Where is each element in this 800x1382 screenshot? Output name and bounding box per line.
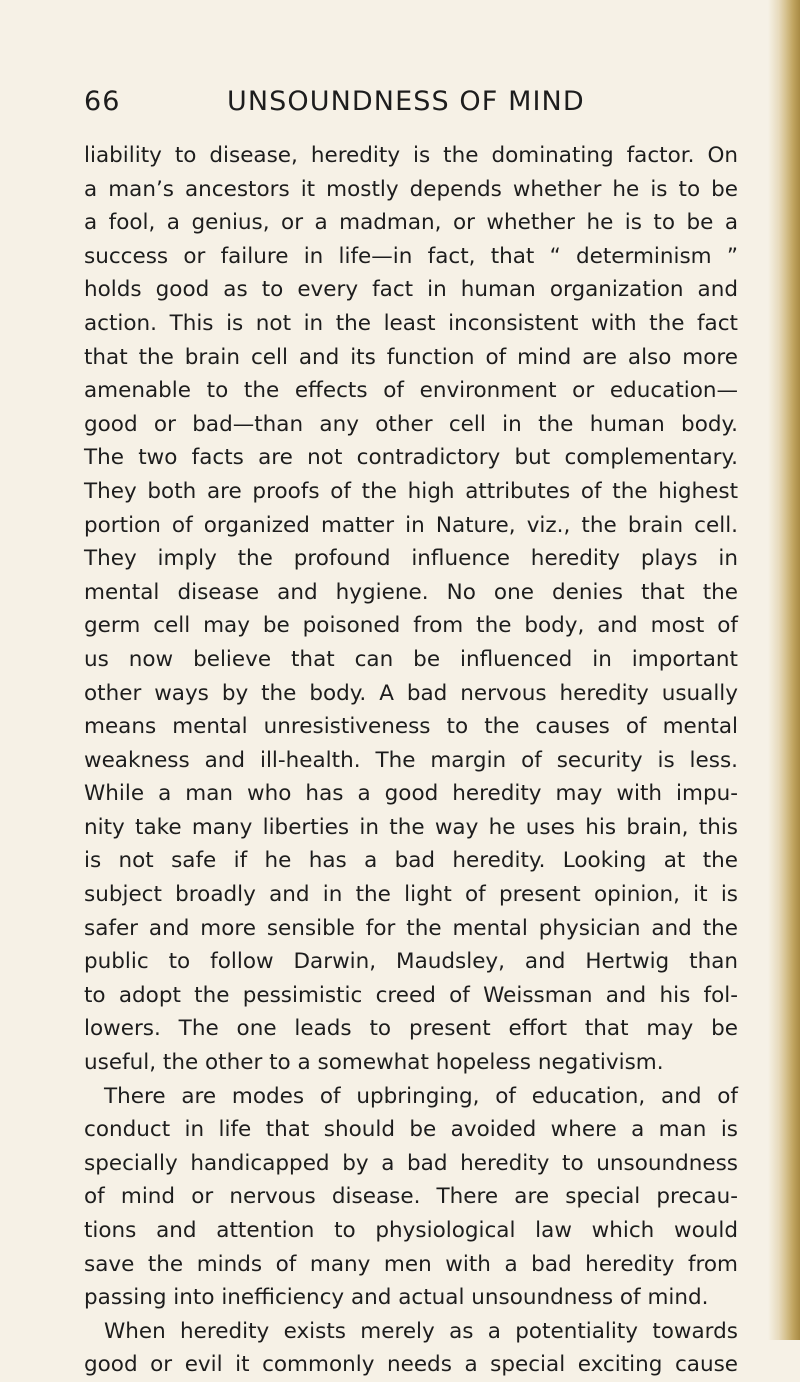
text-line: They imply the profound influence heredity plays in xyxy=(84,546,738,572)
text-line: specially handicapped by a bad heredity to unsoundness xyxy=(84,1150,738,1176)
text-line: amenable to the effects of environment or education— xyxy=(84,378,738,404)
text-line: weakness and ill-health. The margin of security is less. xyxy=(84,747,738,773)
text-line: means mental unresistiveness to the causes of mental xyxy=(84,714,738,740)
text-line: action. This is not in the least inconsistent with the fact xyxy=(84,310,738,336)
running-head-title: UNSOUNDNESS OF MIND xyxy=(227,86,585,117)
running-head xyxy=(84,78,738,122)
text-line: save the minds of many men with a bad heredity from xyxy=(84,1251,738,1277)
text-line: good or evil it commonly needs a special exciting cause xyxy=(84,1352,738,1378)
text-line: a man’s ancestors it mostly depends whether he is to be xyxy=(84,176,738,202)
page-edge xyxy=(778,0,800,1340)
text-line: good or bad—than any other cell in the human body. xyxy=(84,411,738,437)
text-line: a fool, a genius, or a madman, or whether he is to be a xyxy=(84,210,738,236)
text-line: of mind or nervous disease. There are special precau- xyxy=(84,1184,738,1210)
text-line: germ cell may be poisoned from the body, and most of xyxy=(84,613,738,639)
text-line: They both are proofs of the high attributes of the highest xyxy=(84,478,738,504)
text-line: safer and more sensible for the mental physician and the xyxy=(84,915,738,941)
text-line: is not safe if he has a bad heredity. Looking at the xyxy=(84,848,738,874)
text-line: portion of organized matter in Nature, viz., the brain cell. xyxy=(84,512,738,538)
text-line: The two facts are not contradictory but complementary. xyxy=(84,445,738,471)
text-line: liability to disease, heredity is the dominating factor. On xyxy=(84,143,738,168)
text-line: holds good as to every fact in human organization and xyxy=(84,277,738,303)
text-line: public to follow Darwin, Maudsley, and Hertwig than xyxy=(84,949,738,975)
text-line: There are modes of upbringing, of education, and of xyxy=(104,1083,738,1109)
text-line: that the brain cell and its function of mind are also more xyxy=(84,344,738,370)
text-line: passing into inefficiency and actual unsoundness of mind. xyxy=(84,1285,709,1311)
text-line: lowers. The one leads to present effort that may be xyxy=(84,1016,738,1042)
text-line: useful, the other to a somewhat hopeless negativism. xyxy=(84,1050,664,1076)
body-text xyxy=(84,139,738,1382)
text-line: tions and attention to physiological law which would xyxy=(84,1218,738,1243)
text-line: subject broadly and in the light of present opinion, it is xyxy=(84,882,738,908)
book-page xyxy=(84,78,738,1382)
text-line: to adopt the pessimistic creed of Weissman and his fol- xyxy=(84,982,738,1008)
text-line: other ways by the body. A bad nervous heredity usually xyxy=(84,680,738,706)
text-line: nity take many liberties in the way he uses his brain, this xyxy=(84,814,738,840)
text-line: us now believe that can be influenced in important xyxy=(84,646,738,672)
page-number: 66 xyxy=(84,86,121,117)
text-line: When heredity exists merely as a potentiality towards xyxy=(104,1318,738,1344)
text-line: mental disease and hygiene. No one denies that the xyxy=(84,579,738,605)
text-line: conduct in life that should be avoided where a man is xyxy=(84,1117,738,1143)
text-line: success or failure in life—in fact, that “ determinism ” xyxy=(84,243,738,269)
text-line: While a man who has a good heredity may with impu- xyxy=(84,781,738,807)
